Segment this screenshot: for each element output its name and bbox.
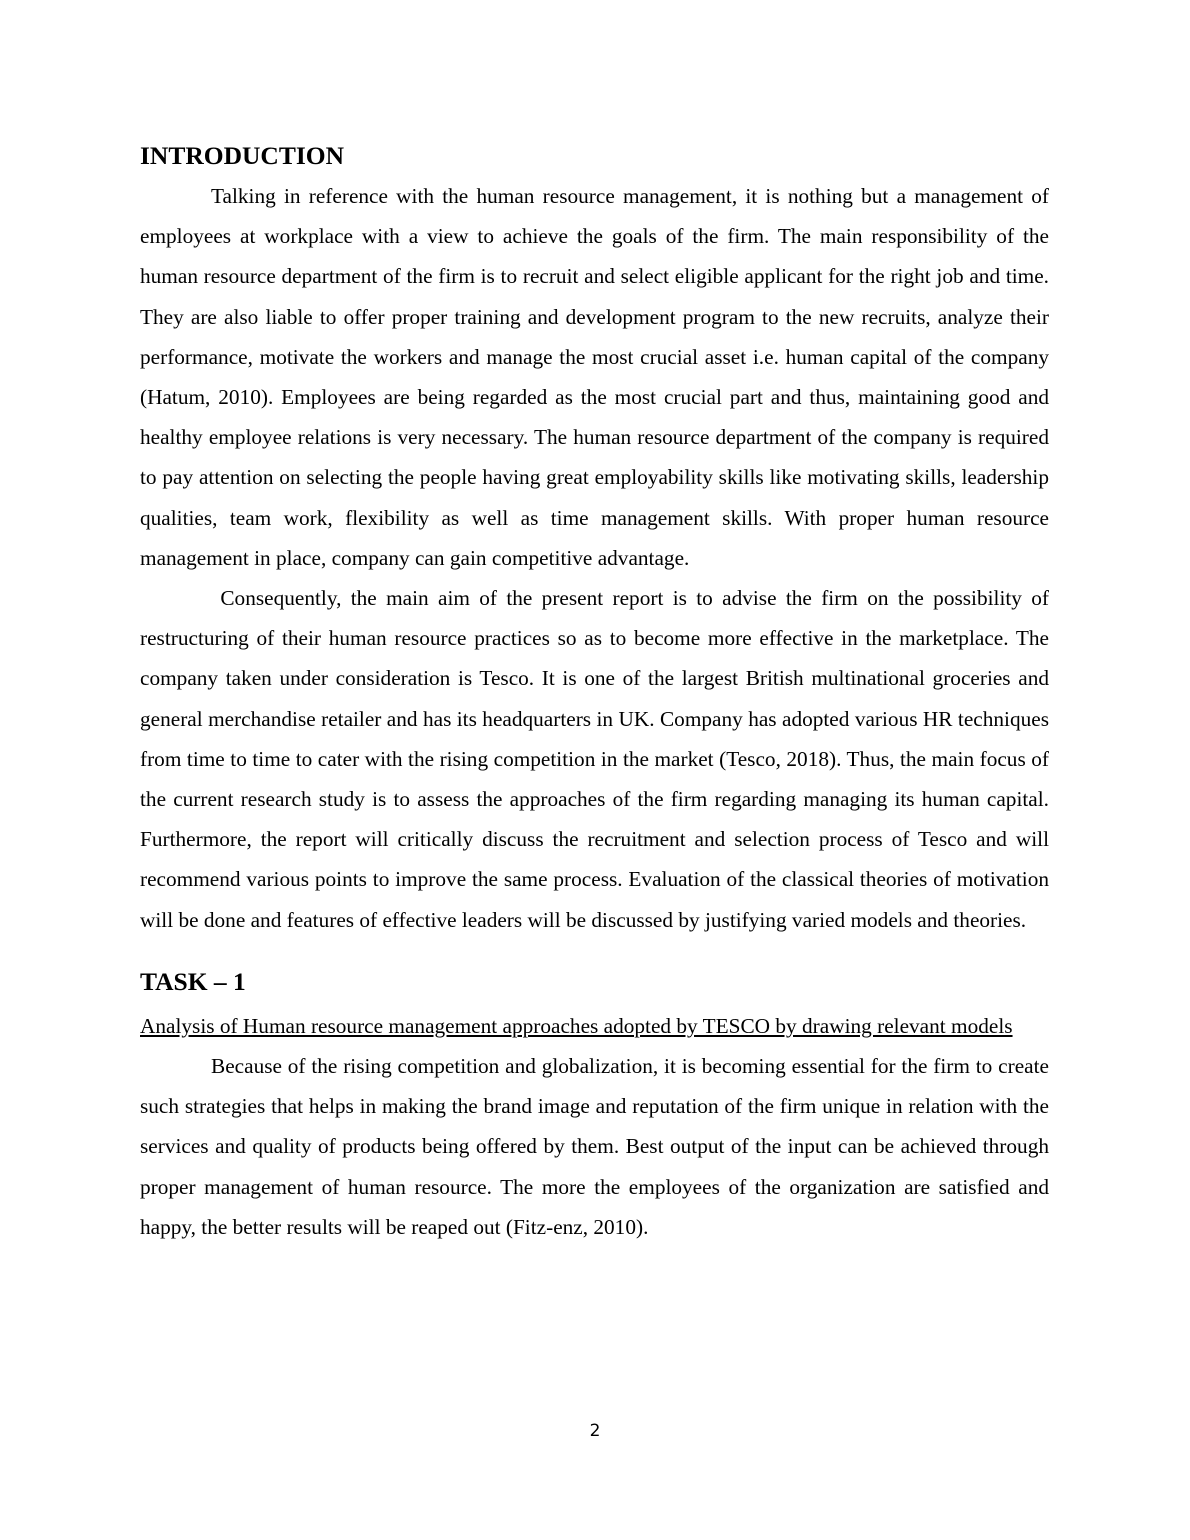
intro-paragraph-2: Consequently, the main aim of the present report is to advise the firm on the possibility of restructuring of their human resource practices so as to become more effective in the marketplace. The company taken under consideration is Tesco. It is one of the largest British multinational groceries and general merchandise retailer and has its headquarters in UK. Company has adopted various HR techniques from time to time to cater with the rising competition in the market (Tesco, 2018). Thus, the main focus of the current research study is to assess the approaches of the firm regarding managing its human capital. Furthermore, the report will critically discuss the recruitment and selection process of Tesco and will recommend various points to improve the same process. Evaluation of the classical theories of motivation will be done and features of effective leaders will be discussed by justifying varied models and theories. [140, 586, 1055, 932]
task-1-subheading: Analysis of Human resource management approaches adopted by TESCO by drawing relevant models [140, 1013, 1013, 1038]
page-content [140, 138, 1055, 1247]
introduction-heading: INTRODUCTION [140, 141, 345, 170]
task-1-heading: TASK – 1 [140, 966, 246, 996]
intro-paragraph-1: Talking in reference with the human resource management, it is nothing but a management of employees at workplace with a view to achieve the goals of the firm. The main responsibility of the human resource department of the firm is to recruit and select eligible applicant for the right job and time. They are also liable to offer proper training and development program to the new recruits, analyze their performance, motivate the workers and manage the most crucial asset i.e. human capital of the company (Hatum, 2010). Employees are being regarded as the most crucial part and thus, maintaining good and healthy employee relations is very necessary. The human resource department of the company is required to pay attention on selecting the people having great employability skills like motivating skills, leadership qualities, team work, flexibility as well as time management skills. With proper human resource management in place, company can gain competitive advantage. [140, 184, 1049, 570]
page-number: 2 [589, 1421, 601, 1441]
task-1-paragraph: Because of the rising competition and globalization, it is becoming essential for the firm to create such strategies that helps in making the brand image and reputation of the firm unique in relation with the services and quality of products being offered by them. Best output of the input can be achieved through proper management of human resource. The more the employees of the organization are satisfied and happy, the better results will be reaped out (Fitz-enz, 2010). [140, 1054, 1049, 1239]
